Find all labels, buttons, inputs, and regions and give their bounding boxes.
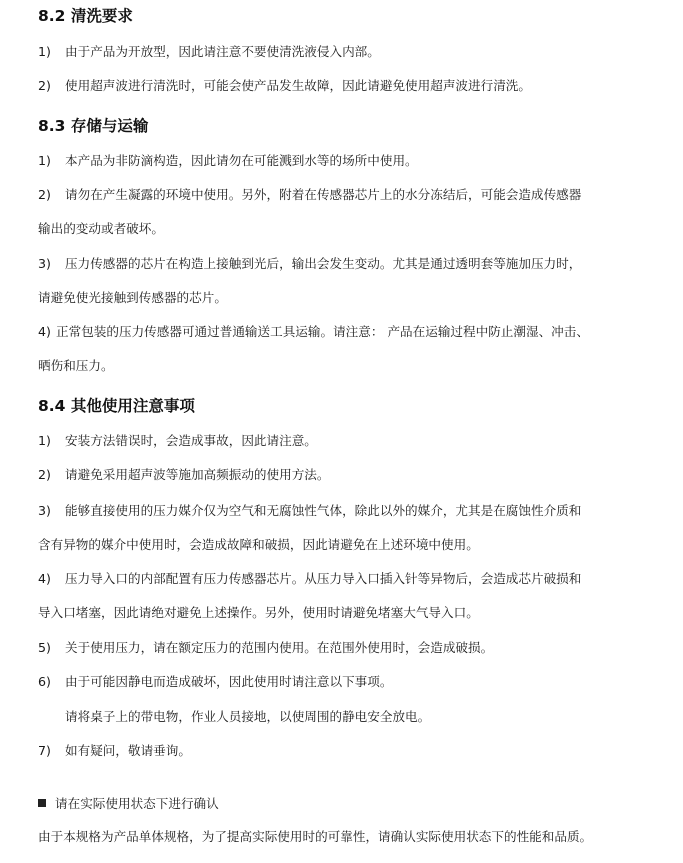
list-item (38, 674, 392, 690)
section-heading-8-3: 8.3 存储与运输 (38, 117, 149, 135)
item-number: 5) (38, 640, 51, 655)
list-item (38, 743, 191, 759)
item-continuation: 导入口堵塞，因此请绝对避免上述操作。另外，使用时请避免堵塞大气导入口。 (38, 605, 479, 620)
item-number: 4) (38, 324, 51, 339)
item-text: 压力导入口的内部配置有压力传感器芯片。从压力导入口插入针等异物后，会造成芯片破损和 (65, 571, 582, 586)
item-text: 如有疑问，敬请垂询。 (65, 743, 191, 758)
list-item (38, 324, 589, 340)
list-item (38, 467, 329, 483)
section-heading-8-4: 8.4 其他使用注意事项 (38, 397, 195, 415)
list-item (38, 640, 493, 656)
square-bullet-icon (38, 799, 46, 807)
item-number: 6) (38, 674, 51, 689)
item-text: 正常包装的压力传感器可通过普通输送工具运输。请注意： 产品在运输过程中防止潮湿、冲击、 (56, 324, 589, 339)
item-continuation: 含有异物的媒介中使用时，会造成故障和破损，因此请避免在上述环境中使用。 (38, 537, 479, 552)
list-item (38, 256, 581, 272)
list-item (38, 503, 581, 519)
note-title: 请在实际使用状态下进行确认 (55, 796, 219, 811)
item-number: 3) (38, 256, 51, 271)
item-text: 安装方法错误时，会造成事故，因此请注意。 (65, 433, 317, 448)
item-text: 请避免采用超声波等施加高频振动的使用方法。 (65, 467, 330, 482)
item-text: 能够直接使用的压力媒介仅为空气和无腐蚀性气体，除此以外的媒介，尤其是在腐蚀性介质和 (65, 503, 582, 518)
item-number: 1) (38, 44, 51, 59)
item-number: 2) (38, 78, 51, 93)
item-text: 由于可能因静电而造成破坏，因此使用时请注意以下事项。 (65, 674, 393, 689)
section-heading-8-2: 8.2 清洗要求 (38, 7, 133, 25)
list-item (38, 187, 581, 203)
item-continuation: 请将桌子上的带电物，作业人员接地，以使周围的静电安全放电。 (65, 709, 431, 724)
item-text: 请勿在产生凝露的环境中使用。另外，附着在传感器芯片上的水分冻结后，可能会造成传感器 (65, 187, 582, 202)
list-item (38, 78, 531, 94)
item-number: 1) (38, 433, 51, 448)
list-item (38, 433, 317, 449)
item-continuation: 输出的变动或者破坏。 (38, 221, 164, 236)
list-item (38, 44, 380, 60)
item-number: 3) (38, 503, 51, 518)
item-text: 压力传感器的芯片在构造上接触到光后，输出会发生变动。尤其是通过透明套等施加压力时， (65, 256, 582, 271)
item-text: 本产品为非防滴构造，因此请勿在可能溅到水等的场所中使用。 (65, 153, 418, 168)
item-continuation: 请避免使光接触到传感器的芯片。 (38, 290, 227, 305)
note-text: 由于本规格为产品单体规格，为了提高实际使用时的可靠性，请确认实际使用状态下的性能和品质。 (38, 829, 593, 844)
item-number: 7) (38, 743, 51, 758)
list-item (38, 571, 581, 587)
item-text: 使用超声波进行清洗时，可能会使产品发生故障，因此请避免使用超声波进行清洗。 (65, 78, 531, 93)
item-number: 2) (38, 187, 51, 202)
item-continuation: 晒伤和压力。 (38, 358, 114, 373)
note-heading (38, 796, 219, 812)
item-number: 1) (38, 153, 51, 168)
item-text: 由于产品为开放型，因此请注意不要使清洗液侵入内部。 (65, 44, 380, 59)
item-number: 2) (38, 467, 51, 482)
item-number: 4) (38, 571, 51, 586)
list-item (38, 153, 418, 169)
item-text: 关于使用压力，请在额定压力的范围内使用。在范围外使用时，会造成破损。 (65, 640, 494, 655)
